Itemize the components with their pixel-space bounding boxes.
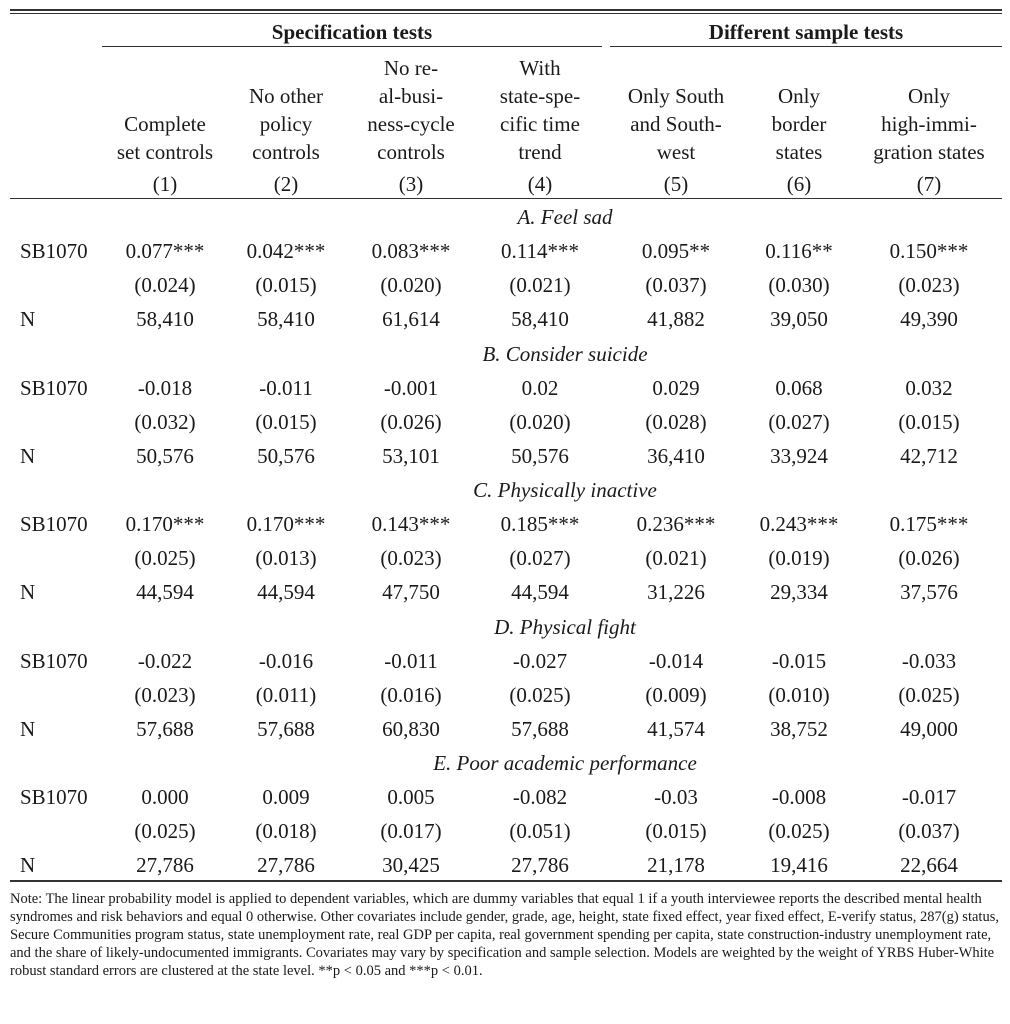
panel-title: D. Physical fight (494, 614, 636, 639)
coefficient-cell: -0.015 (771, 648, 827, 673)
column-header-6 (735, 50, 863, 166)
n-cell: 37,576 (900, 580, 958, 604)
coefficient-cell: -0.018 (137, 375, 193, 400)
std-error-cell: (0.015) (898, 409, 960, 434)
column-header-4 (476, 50, 604, 166)
coefficient-cell: 0.000 (141, 785, 189, 809)
coefficient-cell: 0.042*** (246, 239, 326, 263)
group-header-sample: Different sample tests (708, 20, 904, 44)
column-header-line: Only (908, 84, 950, 108)
std-error-cell: (0.025) (768, 819, 830, 843)
column-header-3 (347, 50, 475, 166)
top-rule-inner (10, 13, 1002, 14)
std-error-cell: (0.016) (380, 682, 442, 707)
n-cell: 50,576 (257, 443, 315, 468)
column-header-line: al-busi- (378, 84, 444, 108)
n-cell: 19,416 (770, 853, 828, 877)
n-cell: 31,226 (647, 580, 705, 604)
column-header-line: policy (259, 112, 313, 136)
coefficient-cell: -0.017 (901, 785, 957, 809)
n-cell: 22,664 (900, 853, 958, 877)
n-cell: 38,752 (770, 716, 828, 741)
n-cell: 57,688 (136, 716, 194, 741)
n-cell: 41,882 (647, 307, 705, 331)
row-label-sb1070: SB1070 (20, 239, 88, 263)
std-error-cell: (0.032) (134, 409, 196, 434)
coefficient-cell: 0.170*** (125, 512, 205, 536)
n-cell: 27,786 (511, 853, 569, 877)
std-error-cell: (0.030) (768, 273, 830, 297)
std-error-cell: (0.037) (898, 819, 960, 843)
column-number-6: (6) (786, 172, 812, 196)
column-number-1: (1) (152, 172, 178, 196)
n-cell: 61,614 (382, 307, 440, 331)
row-label-n: N (20, 443, 36, 468)
column-header-line: controls (377, 140, 445, 164)
n-cell: 39,050 (770, 307, 828, 331)
n-cell: 53,101 (382, 443, 440, 468)
n-cell: 41,574 (647, 716, 705, 741)
column-number-5: (5) (663, 172, 689, 196)
coefficient-cell: -0.082 (512, 785, 568, 809)
std-error-cell: (0.021) (509, 273, 571, 297)
coefficient-cell: 0.170*** (246, 512, 326, 536)
n-cell: 58,410 (136, 307, 194, 331)
std-error-cell: (0.025) (509, 682, 571, 707)
n-cell: 36,410 (647, 443, 705, 468)
std-error-cell: (0.024) (134, 273, 196, 297)
coefficient-cell: 0.150*** (889, 239, 969, 263)
column-header-line: Only South (627, 84, 725, 108)
coefficient-cell: -0.008 (771, 785, 827, 809)
row-label-n: N (20, 716, 36, 741)
row-label-sb1070: SB1070 (20, 512, 88, 536)
std-error-cell: (0.026) (898, 546, 960, 570)
std-error-cell: (0.019) (768, 546, 830, 570)
coefficient-cell: 0.143*** (371, 512, 451, 536)
coefficient-cell: -0.022 (137, 648, 193, 673)
n-cell: 44,594 (511, 580, 569, 604)
column-header-line: trend (518, 140, 562, 164)
panel-title: C. Physically inactive (473, 478, 657, 502)
n-cell: 27,786 (257, 853, 315, 877)
column-header-7 (865, 50, 993, 166)
column-header-line: ness-cycle (367, 112, 455, 136)
column-number-7: (7) (916, 172, 942, 196)
coefficient-cell: -0.027 (512, 648, 568, 673)
coefficient-cell: 0.032 (905, 375, 953, 400)
std-error-cell: (0.023) (898, 273, 960, 297)
group-underline-sample (610, 46, 1002, 47)
std-error-cell: (0.013) (255, 546, 317, 570)
column-header-line: gration states (873, 140, 985, 164)
coefficient-cell: 0.243*** (759, 512, 839, 536)
column-header-line: west (656, 140, 696, 164)
coefficient-cell: 0.02 (521, 375, 559, 400)
n-cell: 30,425 (382, 853, 440, 877)
std-error-cell: (0.028) (645, 409, 707, 434)
column-header-line: controls (252, 140, 320, 164)
coefficient-cell: 0.083*** (371, 239, 451, 263)
coefficient-cell: 0.005 (387, 785, 435, 809)
n-cell: 50,576 (511, 443, 569, 468)
row-label-n: N (20, 307, 36, 331)
column-header-line: high-immi- (881, 112, 977, 136)
coefficient-cell: 0.077*** (125, 239, 205, 263)
column-header-line: No other (248, 84, 324, 108)
coefficient-cell: 0.009 (262, 785, 310, 809)
panel-title: E. Poor academic performance (433, 751, 697, 775)
column-header-line: Only (778, 84, 820, 108)
n-cell: 58,410 (257, 307, 315, 331)
coefficient-cell: 0.095** (641, 239, 711, 263)
column-header-line: state-spe- (499, 84, 581, 108)
std-error-cell: (0.023) (134, 682, 196, 707)
column-header-line: states (775, 140, 823, 164)
std-error-cell: (0.025) (134, 819, 196, 843)
panel-title: B. Consider suicide (482, 341, 648, 366)
std-error-cell: (0.026) (380, 409, 442, 434)
std-error-cell: (0.023) (380, 546, 442, 570)
row-label-sb1070: SB1070 (20, 785, 88, 809)
coefficient-cell: 0.185*** (500, 512, 580, 536)
row-label-n: N (20, 580, 36, 604)
n-cell: 44,594 (136, 580, 194, 604)
coefficient-cell: 0.116** (765, 239, 833, 263)
std-error-cell: (0.051) (509, 819, 571, 843)
std-error-cell: (0.021) (645, 546, 707, 570)
n-cell: 33,924 (770, 443, 828, 468)
row-label-sb1070: SB1070 (20, 648, 88, 673)
column-number-2: (2) (273, 172, 299, 196)
std-error-cell: (0.027) (509, 546, 571, 570)
n-cell: 47,750 (382, 580, 440, 604)
std-error-cell: (0.009) (645, 682, 707, 707)
column-header-line: border (771, 112, 827, 136)
column-header-line: set controls (116, 140, 214, 164)
column-header-line: Complete (124, 112, 206, 136)
coefficient-cell: 0.068 (775, 375, 823, 400)
panel-title: A. Feel sad (517, 205, 613, 229)
column-header-1 (101, 50, 229, 166)
top-rule (10, 9, 1002, 11)
std-error-cell: (0.010) (768, 682, 830, 707)
coefficient-cell: 0.114*** (501, 239, 579, 263)
table-note: Note: The linear probability model is applied to dependent variables, which are dummy variables that equal 1 if a youth interviewee reports the described mental health syndromes and risk behaviors and equal 0 otherwise. Other covariates include gender, grade, age, height, state fixed effect, year fixed effect, E-verify status, 287(g) status, Secure Communities program status, state unemployment rate, real GDP per capita, real government spending per capita, state construction-industry unemployment rate, and the share of likely-undocumented immigrants. Covariates may vary by specification and sample selection. Models are weighted by the weight of YRBS Huber-White robust standard errors are clustered at the state level. **p < 0.05 and ***p < 0.01. (10, 891, 999, 979)
coefficient-cell: -0.001 (383, 375, 439, 400)
coefficient-cell: -0.016 (258, 648, 314, 673)
n-cell: 57,688 (511, 716, 569, 741)
coefficient-cell: -0.03 (654, 785, 698, 809)
std-error-cell: (0.015) (645, 819, 707, 843)
n-cell: 29,334 (770, 580, 828, 604)
n-cell: 27,786 (136, 853, 194, 877)
std-error-cell: (0.025) (134, 546, 196, 570)
column-header-2 (222, 50, 350, 166)
n-cell: 60,830 (382, 716, 440, 741)
header-rule (10, 198, 1002, 199)
std-error-cell: (0.020) (509, 409, 571, 434)
coefficient-cell: 0.029 (652, 375, 700, 400)
std-error-cell: (0.027) (768, 409, 830, 434)
column-header-line: No re- (383, 56, 439, 80)
coefficient-cell: 0.236*** (636, 512, 716, 536)
row-label-sb1070: SB1070 (20, 375, 88, 400)
n-cell: 49,390 (900, 307, 958, 331)
group-underline-specification (102, 46, 602, 47)
std-error-cell: (0.011) (255, 682, 317, 707)
std-error-cell: (0.037) (645, 273, 707, 297)
column-number-3: (3) (398, 172, 424, 196)
n-cell: 49,000 (900, 716, 958, 741)
coefficient-cell: -0.011 (259, 375, 313, 400)
n-cell: 50,576 (136, 443, 194, 468)
column-header-line: With (519, 56, 561, 80)
coefficient-cell: -0.033 (901, 648, 957, 673)
column-header-5 (612, 50, 740, 166)
std-error-cell: (0.015) (255, 273, 317, 297)
coefficient-cell: -0.011 (384, 648, 438, 673)
column-header-line: and South- (630, 112, 722, 136)
n-cell: 57,688 (257, 716, 315, 741)
column-number-4: (4) (527, 172, 553, 196)
coefficient-cell: 0.175*** (889, 512, 969, 536)
column-header-line: cific time (500, 112, 580, 136)
std-error-cell: (0.015) (255, 409, 317, 434)
group-header-specification: Specification tests (271, 20, 433, 44)
row-label-n: N (20, 853, 36, 877)
n-cell: 44,594 (257, 580, 315, 604)
bottom-rule (10, 880, 1002, 882)
coefficient-cell: -0.014 (648, 648, 704, 673)
std-error-cell: (0.020) (380, 273, 442, 297)
n-cell: 21,178 (647, 853, 705, 877)
std-error-cell: (0.018) (255, 819, 317, 843)
std-error-cell: (0.025) (898, 682, 960, 707)
std-error-cell: (0.017) (380, 819, 442, 843)
n-cell: 42,712 (900, 443, 958, 468)
n-cell: 58,410 (511, 307, 569, 331)
